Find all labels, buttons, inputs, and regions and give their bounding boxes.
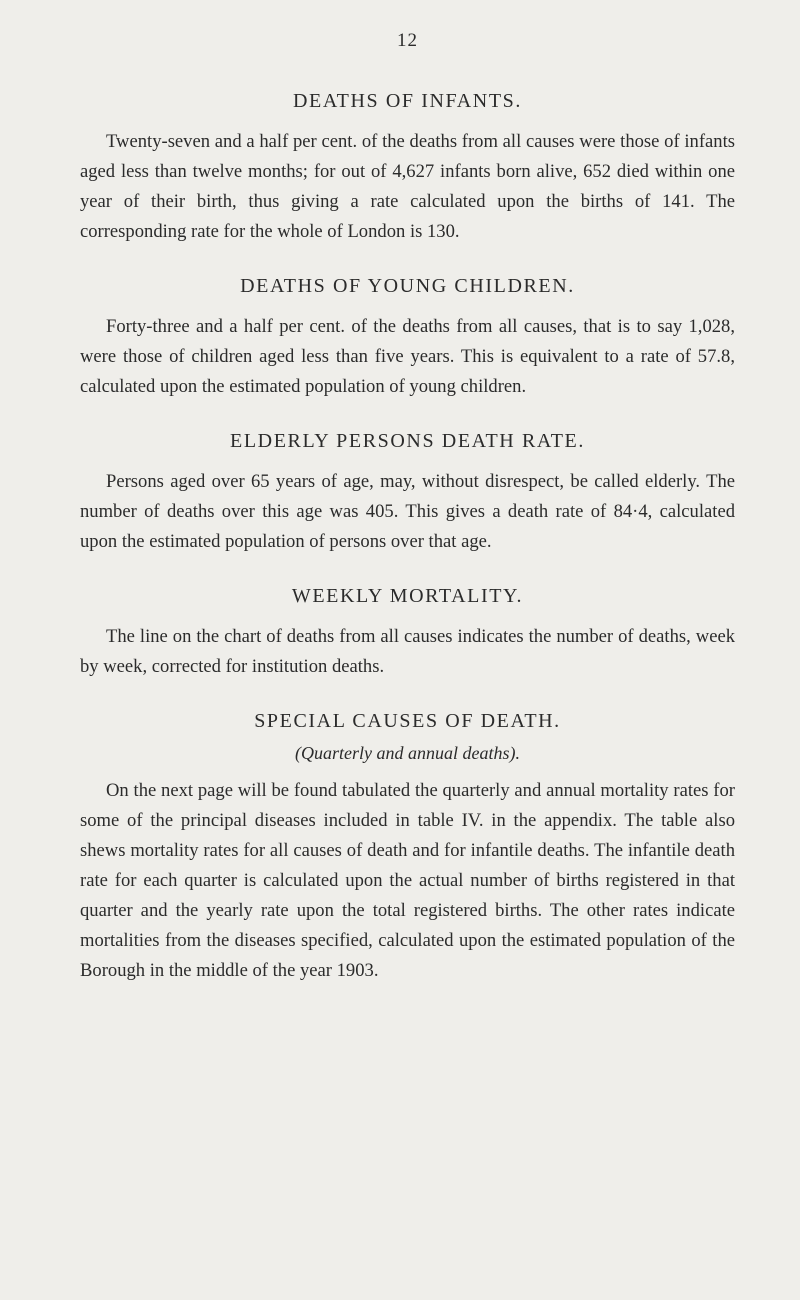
section-special-causes xyxy=(80,710,735,986)
section-infant-deaths xyxy=(80,90,735,247)
section-body: The line on the chart of deaths from all causes indicates the number of deaths, week by week, corrected for institution deaths. xyxy=(80,626,735,677)
section-heading: ELDERLY PERSONS DEATH RATE. xyxy=(230,430,585,452)
section-heading: WEEKLY MORTALITY. xyxy=(291,585,524,607)
section-heading: DEATHS OF INFANTS. xyxy=(292,90,522,112)
section-weekly-mortality xyxy=(80,585,735,682)
section-body: Twenty-seven and a half per cent. of the deaths from all causes were those of infants aged less than twelve months; for out of 4,627 infants born alive, 652 died within one year of their birth, thus giving a rate calculated upon the births of 141. The corresponding rate for the whole of London is 130. xyxy=(80,131,735,242)
section-body: On the next page will be found tabulated the quarterly and annual mortality rates for some of the principal diseases included in table IV. in the appendix. The table also shews mortality rates for all causes of death and for infantile deaths. The infantile death rate for each quarter is calculated upon the actual number of births registered in that quarter and the yearly rate upon the total registered births. The other rates indicate mortalities from the diseases specified, calculated upon the estimated population of the Borough in the middle of the year 1903. xyxy=(80,780,735,981)
section-body: Persons aged over 65 years of age, may, without disrespect, be called elderly. The number of deaths over this age was 405. This gives a death rate of 84·4, calculated upon the estimated population of persons over that age. xyxy=(80,471,735,552)
section-heading: SPECIAL CAUSES OF DEATH. xyxy=(254,710,561,732)
page-number: 12 xyxy=(397,30,418,51)
section-young-children-deaths xyxy=(80,275,735,402)
section-body: Forty-three and a half per cent. of the deaths from all causes, that is to say 1,028, were those of children aged less than five years. This is equivalent to a rate of 57.8, calculated upon the estimated population of young children. xyxy=(80,316,735,397)
section-elderly-death-rate xyxy=(80,430,735,557)
section-heading: DEATHS OF YOUNG CHILDREN. xyxy=(240,275,575,297)
section-subheading: (Quarterly and annual deaths). xyxy=(295,743,520,763)
